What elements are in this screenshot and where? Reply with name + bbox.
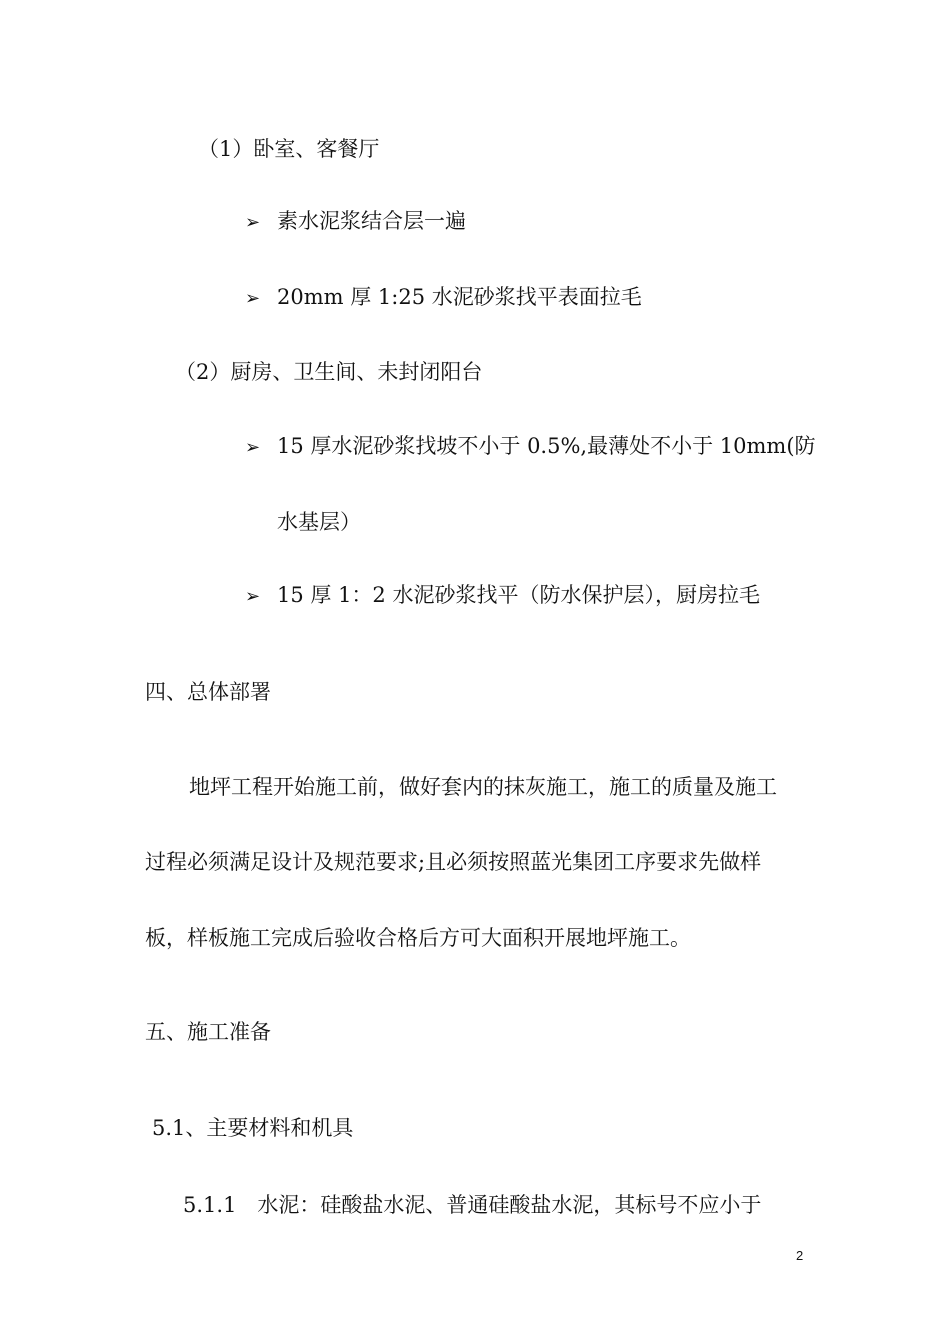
list-item-text: 素水泥浆结合层一遍 <box>277 209 466 233</box>
section-heading-deployment: 四、总体部署 <box>145 680 271 704</box>
list-item <box>245 580 760 612</box>
paragraph-line: 过程必须满足设计及规范要求;且必须按照蓝光集团工序要求先做样 <box>145 850 762 874</box>
list-item <box>245 431 816 463</box>
arrow-bullet-icon: ➢ <box>245 586 261 607</box>
clause-5-1-1: 5.1.1 水泥：硅酸盐水泥、普通硅酸盐水泥，其标号不应小于 <box>183 1193 762 1217</box>
section-heading-preparation: 五、施工准备 <box>145 1020 271 1044</box>
subsection-heading-kitchen: （2）厨房、卫生间、未封闭阳台 <box>175 360 483 384</box>
subsection-heading-bedroom: （1）卧室、客餐厅 <box>198 137 380 161</box>
list-item <box>245 206 466 238</box>
arrow-bullet-icon: ➢ <box>245 288 261 309</box>
list-item-continuation: 水基层） <box>277 510 361 534</box>
paragraph-line: 地坪工程开始施工前，做好套内的抹灰施工，施工的质量及施工 <box>189 775 777 799</box>
arrow-bullet-icon: ➢ <box>245 212 261 233</box>
page-number: 2 <box>796 1248 804 1263</box>
list-item-text: 15 厚 1：2 水泥砂浆找平（防水保护层），厨房拉毛 <box>277 583 760 607</box>
list-item-text: 15 厚水泥砂浆找坡不小于 0.5%,最薄处不小于 10mm(防 <box>277 434 816 458</box>
list-item-text: 20mm 厚 1:25 水泥砂浆找平表面拉毛 <box>277 285 642 309</box>
paragraph-line: 板，样板施工完成后验收合格后方可大面积开展地坪施工。 <box>145 926 691 950</box>
arrow-bullet-icon: ➢ <box>245 437 261 458</box>
subsection-heading-materials: 5.1、主要材料和机具 <box>152 1116 354 1140</box>
list-item <box>245 282 642 314</box>
